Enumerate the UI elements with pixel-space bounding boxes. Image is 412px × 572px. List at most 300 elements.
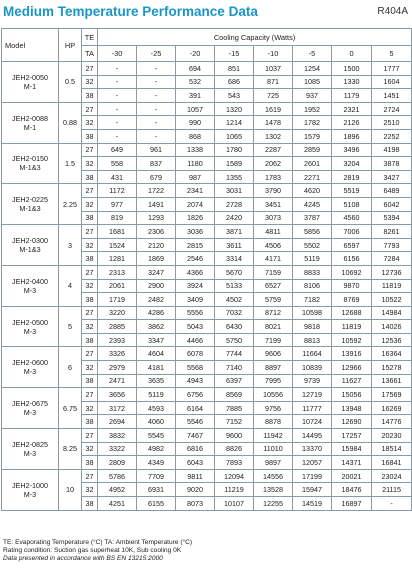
model-name [2, 62, 59, 103]
model-name-line: M-1&3 [19, 245, 41, 255]
capacity-value: 8813 [293, 333, 332, 347]
capacity-value: 16897 [332, 497, 372, 511]
capacity-value: 725 [254, 89, 293, 103]
capacity-value: - [137, 89, 176, 103]
capacity-value: 2306 [137, 225, 176, 239]
capacity-value: 2341 [176, 184, 215, 198]
model-name-line: JEH2-0088 [12, 113, 48, 123]
capacity-value: 2819 [332, 170, 372, 184]
capacity-value: 1896 [332, 129, 372, 143]
ambient-temp: 32 [82, 442, 98, 456]
capacity-value: 4604 [137, 347, 176, 361]
model-hp: 6.75 [59, 388, 82, 429]
model-name [2, 143, 59, 184]
capacity-value: - [137, 75, 176, 89]
capacity-value: 5545 [137, 429, 176, 443]
header-te-value: -20 [176, 46, 215, 62]
capacity-value: 18514 [372, 442, 412, 456]
capacity-value: 10598 [293, 306, 332, 320]
capacity-value: 3496 [332, 143, 372, 157]
capacity-value: 8021 [254, 320, 293, 334]
capacity-value: 12057 [293, 456, 332, 470]
capacity-value: 4593 [137, 401, 176, 415]
capacity-value: 4060 [137, 415, 176, 429]
capacity-value: 2815 [176, 238, 215, 252]
capacity-value: 1085 [293, 75, 332, 89]
ambient-temp: 38 [82, 211, 98, 225]
ambient-temp: 27 [82, 347, 98, 361]
capacity-value: 11219 [215, 483, 254, 497]
ambient-temp: 32 [82, 157, 98, 171]
capacity-value: 3427 [372, 170, 412, 184]
capacity-value: 1491 [137, 197, 176, 211]
capacity-value: 6816 [176, 442, 215, 456]
capacity-value: 1172 [98, 184, 137, 198]
ambient-temp: 32 [82, 320, 98, 334]
capacity-value: 679 [137, 170, 176, 184]
header-te-value: 5 [372, 46, 412, 62]
capacity-value: 1478 [254, 116, 293, 130]
capacity-value: 543 [215, 89, 254, 103]
capacity-value: 8073 [176, 497, 215, 511]
capacity-value: 2061 [98, 279, 137, 293]
capacity-value: 2510 [372, 116, 412, 130]
capacity-value: 1619 [254, 102, 293, 116]
capacity-value: 2120 [137, 238, 176, 252]
capacity-value: 6078 [176, 347, 215, 361]
capacity-value: 1826 [176, 211, 215, 225]
capacity-value: 7159 [254, 265, 293, 279]
capacity-value: 649 [98, 143, 137, 157]
capacity-value: 1293 [137, 211, 176, 225]
page-title: Medium Temperature Performance Data [3, 4, 258, 19]
capacity-value: 3347 [137, 333, 176, 347]
capacity-value: 9739 [293, 374, 332, 388]
capacity-value: 5750 [215, 333, 254, 347]
capacity-value: 14371 [332, 456, 372, 470]
capacity-value: 4502 [215, 293, 254, 307]
model-name-line: M-3 [23, 285, 37, 295]
capacity-value: 5568 [176, 361, 215, 375]
capacity-value: 686 [215, 75, 254, 89]
capacity-value: 7467 [176, 429, 215, 443]
model-name [2, 265, 59, 306]
capacity-value: 2724 [372, 102, 412, 116]
capacity-value: - [137, 129, 176, 143]
header-capacity: Cooling Capacity (Watts) [98, 29, 412, 46]
capacity-value: 4245 [293, 197, 332, 211]
capacity-value: 1330 [332, 75, 372, 89]
ambient-temp: 27 [82, 225, 98, 239]
capacity-value: 990 [176, 116, 215, 130]
capacity-value: 14026 [372, 320, 412, 334]
ambient-temp: 38 [82, 129, 98, 143]
capacity-value: 2420 [215, 211, 254, 225]
capacity-value: 3924 [176, 279, 215, 293]
model-name-line: M-3 [23, 408, 37, 418]
capacity-value: 2252 [372, 129, 412, 143]
capacity-value: 20230 [372, 429, 412, 443]
capacity-value: 6597 [332, 238, 372, 252]
capacity-value: 7709 [137, 469, 176, 483]
capacity-value: 10839 [293, 361, 332, 375]
capacity-value: 2885 [98, 320, 137, 334]
capacity-value: 7284 [372, 252, 412, 266]
capacity-value: 3031 [215, 184, 254, 198]
capacity-value: 1952 [293, 102, 332, 116]
header-ta: TA [82, 46, 98, 62]
capacity-value: 1180 [176, 157, 215, 171]
capacity-value: 4506 [254, 238, 293, 252]
model-name [2, 388, 59, 429]
capacity-value: 17569 [372, 388, 412, 402]
ambient-temp: 32 [82, 361, 98, 375]
capacity-value: 4466 [176, 333, 215, 347]
capacity-value: 961 [137, 143, 176, 157]
table-row [2, 469, 412, 483]
capacity-value: 12736 [372, 265, 412, 279]
capacity-value: 11819 [332, 320, 372, 334]
model-name-line: JEH2-0600 [12, 358, 48, 368]
capacity-value: 7182 [293, 293, 332, 307]
capacity-value: 4171 [254, 252, 293, 266]
capacity-value: 12255 [254, 497, 293, 511]
model-name-line: JEH2-0150 [12, 154, 48, 164]
table-row [2, 184, 412, 198]
capacity-value: - [98, 129, 137, 143]
model-hp: 4 [59, 265, 82, 306]
capacity-value: 4982 [137, 442, 176, 456]
capacity-value: 2859 [293, 143, 332, 157]
capacity-value: 6430 [215, 320, 254, 334]
capacity-value: 3790 [254, 184, 293, 198]
capacity-value: 7140 [215, 361, 254, 375]
capacity-value: 6931 [137, 483, 176, 497]
capacity-value: 6156 [332, 252, 372, 266]
capacity-value: 1451 [372, 89, 412, 103]
capacity-value: 1355 [215, 170, 254, 184]
model-name-line: M-3 [23, 489, 37, 499]
capacity-value: 23024 [372, 469, 412, 483]
model-name-line: JEH2-0225 [12, 195, 48, 205]
capacity-value: 2271 [293, 170, 332, 184]
capacity-value: 5119 [293, 252, 332, 266]
header-te: TE [82, 29, 98, 46]
model-name [2, 347, 59, 388]
capacity-value: 1037 [254, 62, 293, 76]
model-hp: 0.88 [59, 102, 82, 143]
ambient-temp: 27 [82, 143, 98, 157]
capacity-value: 7995 [254, 374, 293, 388]
capacity-value: 532 [176, 75, 215, 89]
capacity-value: 3314 [215, 252, 254, 266]
footnote-rating: Rating condition: Suction gas superheat 10K, Sub cooling 0K [3, 547, 182, 555]
capacity-value: 6164 [176, 401, 215, 415]
capacity-value: 2809 [98, 456, 137, 470]
model-name-line: M-1&3 [19, 163, 41, 173]
table-row [2, 306, 412, 320]
capacity-value: 12719 [293, 388, 332, 402]
capacity-value: 2900 [137, 279, 176, 293]
model-name-line: M-1&3 [19, 204, 41, 214]
capacity-value: 1869 [137, 252, 176, 266]
footnotes [3, 539, 192, 564]
capacity-value: 11627 [332, 374, 372, 388]
capacity-value: 12094 [215, 469, 254, 483]
capacity-value: 5502 [293, 238, 332, 252]
capacity-value: 10107 [215, 497, 254, 511]
capacity-value: 8833 [293, 265, 332, 279]
capacity-value: 558 [98, 157, 137, 171]
capacity-value: 9600 [215, 429, 254, 443]
header-te-value: -25 [137, 46, 176, 62]
capacity-value: 8769 [332, 293, 372, 307]
header-te-value: -5 [293, 46, 332, 62]
capacity-value: 837 [137, 157, 176, 171]
capacity-value: 868 [176, 129, 215, 143]
capacity-value: 8897 [254, 361, 293, 375]
capacity-value: 4943 [176, 374, 215, 388]
capacity-value: 3220 [98, 306, 137, 320]
table-row [2, 102, 412, 116]
capacity-value: 9606 [254, 347, 293, 361]
capacity-value: 5043 [176, 320, 215, 334]
capacity-value: 2062 [254, 157, 293, 171]
capacity-value: 3073 [254, 211, 293, 225]
capacity-value: 16841 [372, 456, 412, 470]
capacity-value: 6489 [372, 184, 412, 198]
capacity-value: 851 [215, 62, 254, 76]
capacity-value: 13916 [332, 347, 372, 361]
capacity-value: 3871 [215, 225, 254, 239]
capacity-value: 2393 [98, 333, 137, 347]
capacity-value: 10592 [332, 333, 372, 347]
capacity-value: 2074 [176, 197, 215, 211]
capacity-value: 13661 [372, 374, 412, 388]
capacity-value: 18476 [332, 483, 372, 497]
capacity-value: 1782 [293, 116, 332, 130]
capacity-value: - [98, 62, 137, 76]
ambient-temp: 32 [82, 238, 98, 252]
capacity-value: 4251 [98, 497, 137, 511]
capacity-value: 1338 [176, 143, 215, 157]
model-hp: 8.25 [59, 429, 82, 470]
model-name-line: M-3 [23, 326, 37, 336]
capacity-value: 8106 [293, 279, 332, 293]
capacity-value: - [137, 62, 176, 76]
capacity-value: 1065 [215, 129, 254, 143]
capacity-value: 9818 [293, 320, 332, 334]
capacity-value: 871 [254, 75, 293, 89]
model-hp: 6 [59, 347, 82, 388]
table-row [2, 429, 412, 443]
capacity-value: 8712 [254, 306, 293, 320]
capacity-value: 5546 [176, 415, 215, 429]
capacity-value: 8569 [215, 388, 254, 402]
capacity-value: 7152 [215, 415, 254, 429]
capacity-value: 14556 [254, 469, 293, 483]
capacity-value: 17199 [293, 469, 332, 483]
capacity-value: 21115 [372, 483, 412, 497]
capacity-value: 2471 [98, 374, 137, 388]
capacity-value: 9020 [176, 483, 215, 497]
capacity-value: 6397 [215, 374, 254, 388]
model-name-line: M-1 [23, 81, 37, 91]
capacity-value: - [98, 89, 137, 103]
ambient-temp: 32 [82, 401, 98, 415]
capacity-value: 3036 [176, 225, 215, 239]
capacity-value: 391 [176, 89, 215, 103]
header-te-value: -30 [98, 46, 137, 62]
capacity-value: 3656 [98, 388, 137, 402]
capacity-value: 5108 [332, 197, 372, 211]
table-row [2, 143, 412, 157]
capacity-value: 1777 [372, 62, 412, 76]
capacity-value: 5670 [215, 265, 254, 279]
capacity-value: 1214 [215, 116, 254, 130]
model-name-line: JEH2-0050 [12, 72, 48, 82]
ambient-temp: 27 [82, 469, 98, 483]
model-name-line: JEH2-0400 [12, 276, 48, 286]
capacity-value: 3832 [98, 429, 137, 443]
capacity-value: 3409 [176, 293, 215, 307]
model-hp: 2.25 [59, 184, 82, 225]
ambient-temp: 27 [82, 429, 98, 443]
capacity-value: 4952 [98, 483, 137, 497]
header-te-value: -10 [254, 46, 293, 62]
capacity-value: 2126 [332, 116, 372, 130]
header-hp: HP [59, 29, 82, 62]
ambient-temp: 27 [82, 265, 98, 279]
capacity-value: 2287 [254, 143, 293, 157]
capacity-value: 6042 [372, 197, 412, 211]
capacity-value: 15984 [332, 442, 372, 456]
capacity-value: 1719 [98, 293, 137, 307]
ambient-temp: 38 [82, 374, 98, 388]
capacity-value: 10724 [293, 415, 332, 429]
capacity-value: 4181 [137, 361, 176, 375]
capacity-value: 14984 [372, 306, 412, 320]
ambient-temp: 38 [82, 89, 98, 103]
capacity-value: 17257 [332, 429, 372, 443]
capacity-value: 3451 [254, 197, 293, 211]
capacity-value: 4286 [137, 306, 176, 320]
capacity-value: 10556 [254, 388, 293, 402]
capacity-value: 1281 [98, 252, 137, 266]
capacity-value: 8826 [215, 442, 254, 456]
capacity-value: 1524 [98, 238, 137, 252]
capacity-value: 5856 [293, 225, 332, 239]
capacity-value: 2321 [332, 102, 372, 116]
capacity-value: 5394 [372, 211, 412, 225]
model-name [2, 102, 59, 143]
capacity-value: 20021 [332, 469, 372, 483]
capacity-value: 13528 [254, 483, 293, 497]
capacity-value: 11010 [254, 442, 293, 456]
capacity-value: 9870 [332, 279, 372, 293]
capacity-value: 5133 [215, 279, 254, 293]
capacity-value: 11664 [293, 347, 332, 361]
capacity-value: 4198 [372, 143, 412, 157]
header-te-value: -15 [215, 46, 254, 62]
capacity-value: 1320 [215, 102, 254, 116]
capacity-value: 12966 [332, 361, 372, 375]
capacity-value: 16364 [372, 347, 412, 361]
ambient-temp: 38 [82, 497, 98, 511]
capacity-value: 9811 [176, 469, 215, 483]
capacity-value: 7032 [215, 306, 254, 320]
table-row [2, 388, 412, 402]
capacity-value: 1500 [332, 62, 372, 76]
capacity-value: 3878 [372, 157, 412, 171]
capacity-value: 1057 [176, 102, 215, 116]
capacity-value: 8878 [254, 415, 293, 429]
capacity-value: 2313 [98, 265, 137, 279]
capacity-value: 2546 [176, 252, 215, 266]
capacity-value: 14519 [293, 497, 332, 511]
ambient-temp: 38 [82, 333, 98, 347]
table-row [2, 265, 412, 279]
capacity-value: - [137, 102, 176, 116]
capacity-value: - [137, 116, 176, 130]
model-name [2, 225, 59, 266]
capacity-value: 1783 [254, 170, 293, 184]
ambient-temp: 38 [82, 170, 98, 184]
capacity-value: 3322 [98, 442, 137, 456]
capacity-value: 5519 [332, 184, 372, 198]
capacity-value: 3204 [332, 157, 372, 171]
capacity-value: 1681 [98, 225, 137, 239]
capacity-value: 1254 [293, 62, 332, 76]
model-name [2, 469, 59, 510]
capacity-value: 3862 [137, 320, 176, 334]
ambient-temp: 38 [82, 293, 98, 307]
capacity-value: 937 [293, 89, 332, 103]
capacity-value: 9897 [254, 456, 293, 470]
model-name-line: JEH2-1000 [12, 480, 48, 490]
capacity-value: 2601 [293, 157, 332, 171]
header-te-value: 0 [332, 46, 372, 62]
capacity-value: 7793 [372, 238, 412, 252]
header-model: Model [2, 29, 59, 62]
model-hp: 5 [59, 306, 82, 347]
capacity-value: 5556 [176, 306, 215, 320]
capacity-value: 11777 [293, 401, 332, 415]
ambient-temp: 27 [82, 184, 98, 198]
capacity-value: 2979 [98, 361, 137, 375]
capacity-value: 987 [176, 170, 215, 184]
model-name [2, 429, 59, 470]
capacity-value: 3635 [137, 374, 176, 388]
model-name-line: JEH2-0500 [12, 317, 48, 327]
table-row [2, 225, 412, 239]
capacity-value: 7006 [332, 225, 372, 239]
ambient-temp: 32 [82, 197, 98, 211]
capacity-value: - [98, 102, 137, 116]
table-row [2, 62, 412, 76]
capacity-value: 12688 [332, 306, 372, 320]
model-hp: 0.5 [59, 62, 82, 103]
capacity-value: 6527 [254, 279, 293, 293]
capacity-value: 4349 [137, 456, 176, 470]
capacity-value: 7744 [215, 347, 254, 361]
ambient-temp: 38 [82, 415, 98, 429]
model-name-line: M-3 [23, 367, 37, 377]
table-row [2, 347, 412, 361]
capacity-value: 1579 [293, 129, 332, 143]
capacity-value: 2482 [137, 293, 176, 307]
capacity-value: 13370 [293, 442, 332, 456]
